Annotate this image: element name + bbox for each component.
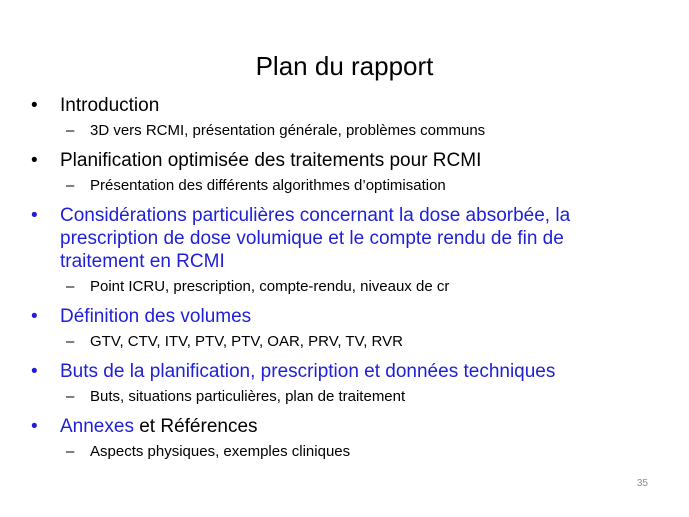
list-item — [0, 415, 689, 438]
outline-entry-buts — [0, 360, 689, 407]
sub-item — [0, 442, 689, 462]
item-text-references: et Références — [133, 416, 258, 437]
bullet-icon: • — [31, 306, 38, 327]
bullet-icon: • — [31, 150, 38, 171]
sub-item-text: Aspects physiques, exemples cliniques — [90, 443, 351, 460]
outline-list — [0, 94, 689, 470]
outline-entry-annexes — [0, 415, 689, 462]
dash-icon: – — [66, 333, 75, 350]
dash-icon: – — [66, 122, 75, 139]
bullet-icon: • — [31, 416, 38, 437]
list-item — [0, 94, 689, 117]
sub-item — [0, 277, 689, 297]
outline-entry-planification — [0, 149, 689, 196]
sub-item — [0, 332, 689, 352]
outline-entry-introduction — [0, 94, 689, 141]
sub-item-text: GTV, CTV, ITV, PTV, PTV, OAR, PRV, TV, RVR — [90, 333, 403, 350]
dash-icon: – — [66, 278, 75, 295]
outline-entry-considerations — [0, 204, 689, 297]
sub-item — [0, 387, 689, 407]
sub-item-text: Point ICRU, prescription, compte-rendu, niveaux de cr — [90, 278, 450, 295]
item-text: Buts de la planification, prescription et données techniques — [60, 361, 556, 382]
sub-item-text: Buts, situations particulières, plan de traitement — [90, 388, 406, 405]
sub-item-text: 3D vers RCMI, présentation générale, problèmes communs — [90, 122, 486, 139]
list-item — [0, 305, 689, 328]
item-text-annexes: Annexes — [60, 416, 134, 437]
sub-item — [0, 121, 689, 141]
dash-icon: – — [66, 177, 75, 194]
item-text: Introduction — [60, 95, 160, 116]
sub-item-text: Présentation des différents algorithmes d’optimisation — [90, 177, 446, 194]
outline-entry-volumes — [0, 305, 689, 352]
list-item — [0, 149, 689, 172]
page-number: 35 — [636, 478, 648, 489]
dash-icon: – — [66, 443, 75, 460]
item-text: Considérations particulières concernant la dose absorbée, la prescription de dose volumique et le compte rendu de fin de traitement en RCMI — [60, 205, 571, 272]
bullet-icon: • — [31, 361, 38, 382]
item-text: Définition des volumes — [60, 306, 252, 327]
bullet-icon: • — [31, 205, 38, 226]
item-text: Planification optimisée des traitements pour RCMI — [60, 150, 482, 171]
list-item — [0, 360, 689, 383]
dash-icon: – — [66, 388, 75, 405]
sub-item — [0, 176, 689, 196]
bullet-icon: • — [31, 95, 38, 116]
list-item — [0, 204, 689, 273]
slide-title: Plan du rapport — [255, 51, 434, 81]
